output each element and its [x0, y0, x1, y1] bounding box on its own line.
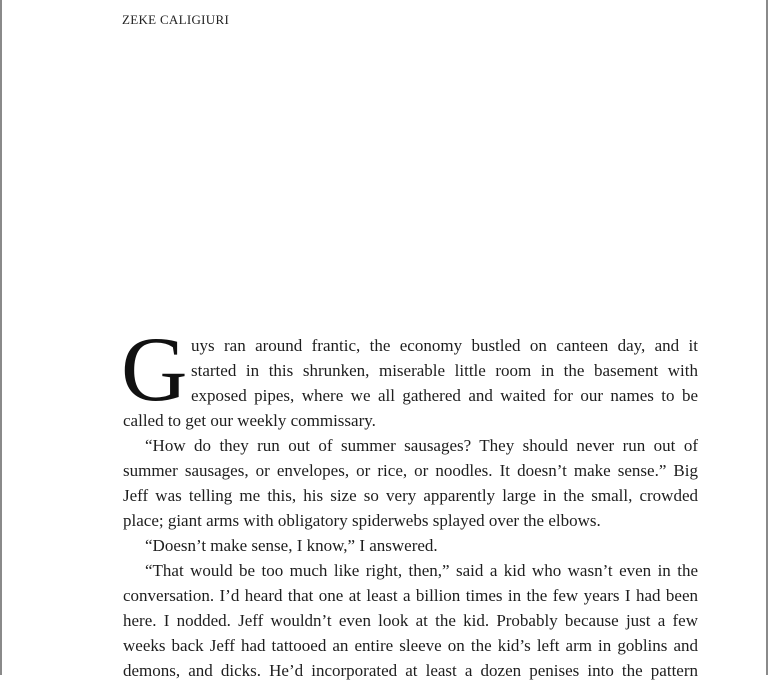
- text-line: “Doesn’t make sense, I know,” I answered.: [145, 536, 438, 555]
- text-line: Jeff was telling me this, his size so very apparently large in the small, crowded: [123, 486, 698, 505]
- text-line: “How do they run out of summer sausages? They should never run out of: [145, 436, 698, 455]
- text-line: place; giant arms with obligatory spiderwebs splayed over the elbows.: [123, 511, 601, 530]
- text-line: exposed pipes, where we all gathered and waited for our names to be: [191, 386, 698, 405]
- story-body: [121, 318, 698, 683]
- drop-cap: G: [121, 318, 188, 420]
- text-line: called to get our weekly commissary.: [123, 411, 376, 430]
- text-line: “That would be too much like right, then,” said a kid who wasn’t even in the: [145, 561, 698, 580]
- text-line: started in this shrunken, miserable little room in the basement with: [191, 361, 698, 380]
- text-line: conversation. I’d heard that one at least a billion times in the few years I had been: [123, 586, 698, 605]
- opening-paragraph: [121, 318, 698, 433]
- text-line: summer sausages, or envelopes, or rice, or noodles. It doesn’t make sense.” Big: [123, 461, 698, 480]
- text-line: here. I nodded. Jeff wouldn’t even look at the kid. Probably because just a few: [123, 611, 698, 630]
- running-head-author: ZEKE CALIGIURI: [122, 12, 230, 27]
- text-line: uys ran around frantic, the economy bustled on canteen day, and it: [191, 336, 698, 355]
- text-line: weeks back Jeff had tattooed an entire sleeve on the kid’s left arm in goblins and: [123, 636, 698, 655]
- text-line: demons, and dicks. He’d incorporated at least a dozen penises into the pattern: [123, 661, 698, 680]
